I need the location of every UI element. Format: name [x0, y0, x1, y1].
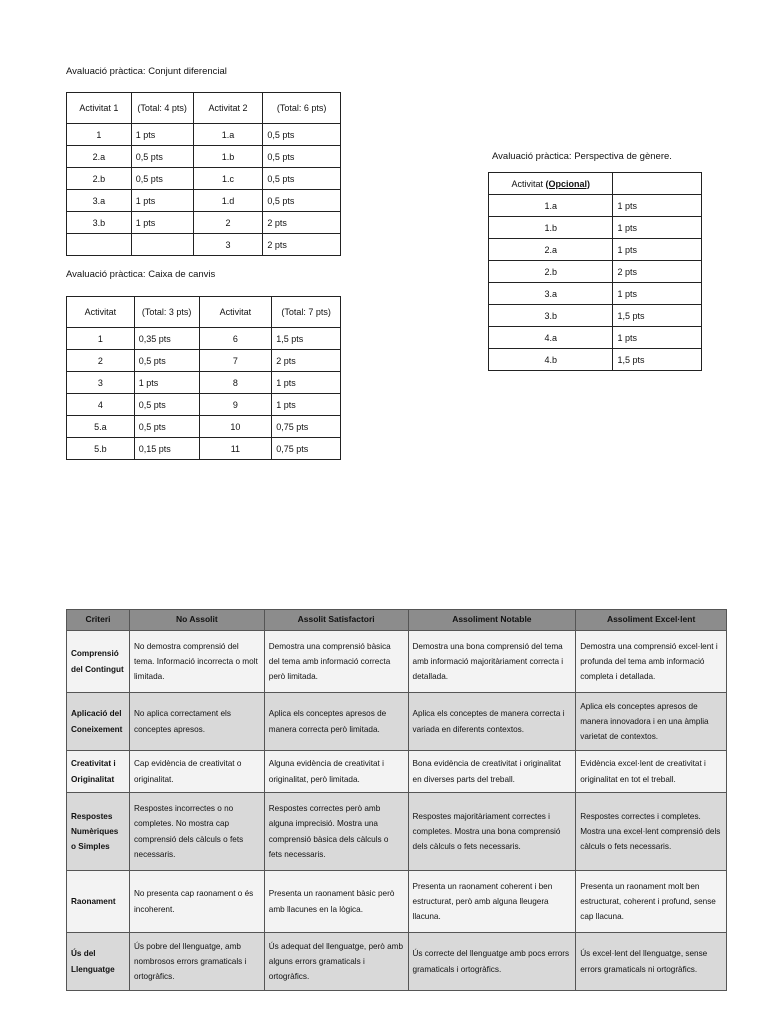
rubric-criterion: Respostes Numèriques o Simples [67, 793, 130, 871]
rubric-cell: Ús correcte del llenguatge amb pocs errors gramaticals i ortogràfics. [408, 933, 576, 991]
table-cell: 1.a [193, 124, 263, 146]
table-cell: 3 [193, 234, 263, 256]
table-cell: 1 pts [272, 372, 341, 394]
rubric-row [67, 871, 727, 933]
header-cell: (Total: 3 pts) [134, 297, 199, 328]
header-optional: (Opcional) [545, 178, 590, 189]
table-cell: 1 pts [613, 195, 702, 217]
table-cell: 4.b [489, 349, 613, 371]
table-row [67, 328, 341, 350]
table-cell: 2 pts [263, 212, 341, 234]
table-header-row [67, 297, 341, 328]
rubric-cell: Demostra una comprensió excel·lent i profunda del tema amb informació completa i detallada. [576, 631, 727, 693]
rubric-row [67, 751, 727, 793]
table-cell: 0,5 pts [263, 190, 341, 212]
table-cell: 2 [193, 212, 263, 234]
table-cell: 1 pts [272, 394, 341, 416]
table-cell: 1 pts [613, 283, 702, 305]
rubric-cell: Ús adequat del llenguatge, però amb alguns errors gramaticals i ortogràfics. [264, 933, 408, 991]
rubric-header-cell: No Assolit [129, 610, 264, 631]
table-row [67, 146, 341, 168]
rubric-cell: Presenta un raonament bàsic però amb llacunes en la lògica. [264, 871, 408, 933]
table-cell: 0,5 pts [131, 146, 193, 168]
table-cell: 7 [199, 350, 272, 372]
rubric-cell: Alguna evidència de creativitat i originalitat, però limitada. [264, 751, 408, 793]
table-cell: 2 pts [272, 350, 341, 372]
table-row [489, 305, 702, 327]
table-cell: 0,5 pts [131, 168, 193, 190]
table-cell: 0,5 pts [134, 350, 199, 372]
header-cell: Activitat 2 [193, 93, 263, 124]
header-cell [613, 173, 702, 195]
table-row [67, 124, 341, 146]
section-title-caixa: Avaluació pràctica: Caixa de canvis [66, 269, 216, 280]
table-cell: 1.a [489, 195, 613, 217]
table-cell: 2.a [67, 146, 132, 168]
rubric-row [67, 933, 727, 991]
table-cell: 3 [67, 372, 135, 394]
table-row [67, 234, 341, 256]
table-cell: 2 [67, 350, 135, 372]
rubric-cell: Presenta un raonament molt ben estructurat, coherent i profund, sense cap llacuna. [576, 871, 727, 933]
rubric-cell: Ús pobre del llenguatge, amb nombrosos errors gramaticals i ortogràfics. [129, 933, 264, 991]
table-cell: 0,5 pts [263, 146, 341, 168]
table-row [67, 190, 341, 212]
header-cell: (Total: 7 pts) [272, 297, 341, 328]
table-cell: 3.b [489, 305, 613, 327]
table-cell: 5.b [67, 438, 135, 460]
table-cell: 2.a [489, 239, 613, 261]
table-cell: 1 pts [613, 217, 702, 239]
rubric-cell: Respostes incorrectes o no completes. No mostra cap comprensió dels càlculs o fets necessaris. [129, 793, 264, 871]
table-cell: 1,5 pts [613, 305, 702, 327]
section-title-genere: Avaluació pràctica: Perspectiva de gènere. [492, 151, 672, 162]
header-cell: Activitat [67, 297, 135, 328]
table-row [67, 350, 341, 372]
rubric-cell: Bona evidència de creativitat i originalitat en diverses parts del treball. [408, 751, 576, 793]
table-cell: 0,75 pts [272, 438, 341, 460]
rubric-cell: Aplica els conceptes de manera correcta i variada en diferents contextos. [408, 693, 576, 751]
table-row [489, 283, 702, 305]
table-cell: 1 [67, 328, 135, 350]
table-cell: 1 [67, 124, 132, 146]
table-row [67, 416, 341, 438]
table-perspectiva-genere [488, 172, 702, 371]
rubric-table [66, 609, 727, 991]
header-cell: Activitat [199, 297, 272, 328]
table-cell: 1 pts [131, 212, 193, 234]
table-row [67, 372, 341, 394]
rubric-criterion: Aplicació del Coneixement [67, 693, 130, 751]
table-cell [67, 234, 132, 256]
table-row [489, 173, 702, 195]
table-row [67, 394, 341, 416]
rubric-cell: Demostra una comprensió bàsica del tema amb informació correcta però limitada. [264, 631, 408, 693]
rubric-header-cell: Criteri [67, 610, 130, 631]
rubric-cell: Cap evidència de creativitat o originalitat. [129, 751, 264, 793]
table-row [67, 438, 341, 460]
section-title-conjunt: Avaluació pràctica: Conjunt diferencial [66, 66, 227, 77]
table-cell: 1.d [193, 190, 263, 212]
rubric-cell: No demostra comprensió del tema. Informació incorrecta o molt limitada. [129, 631, 264, 693]
rubric-header-cell: Assoliment Notable [408, 610, 576, 631]
table-cell: 1 pts [131, 124, 193, 146]
rubric-row [67, 693, 727, 751]
table-cell: 0,15 pts [134, 438, 199, 460]
header-cell: Activitat 1 [67, 93, 132, 124]
rubric-cell: Respostes correctes però amb alguna imprecisió. Mostra una comprensió bàsica dels càlculs o fets necessaris. [264, 793, 408, 871]
rubric-criterion: Creativitat i Originalitat [67, 751, 130, 793]
table-cell: 10 [199, 416, 272, 438]
rubric-cell: No presenta cap raonament o és incoherent. [129, 871, 264, 933]
rubric-cell: Evidència excel·lent de creativitat i originalitat en tot el treball. [576, 751, 727, 793]
header-prefix: Activitat [511, 178, 546, 189]
table-cell: 0,35 pts [134, 328, 199, 350]
table-cell: 4 [67, 394, 135, 416]
rubric-cell: Presenta un raonament coherent i ben estructurat, però amb alguna lleugera llacuna. [408, 871, 576, 933]
rubric-cell: No aplica correctament els conceptes apresos. [129, 693, 264, 751]
table-cell: 11 [199, 438, 272, 460]
table-cell: 3.b [67, 212, 132, 234]
table-cell: 3.a [67, 190, 132, 212]
table-cell: 2 pts [263, 234, 341, 256]
header-cell: (Total: 4 pts) [131, 93, 193, 124]
rubric-criterion: Raonament [67, 871, 130, 933]
table-cell: 3.a [489, 283, 613, 305]
rubric-header-cell: Assoliment Excel·lent [576, 610, 727, 631]
rubric-row [67, 631, 727, 693]
rubric-criterion: Comprensió del Contingut [67, 631, 130, 693]
table-cell: 9 [199, 394, 272, 416]
table-cell: 0,75 pts [272, 416, 341, 438]
table-cell: 1,5 pts [272, 328, 341, 350]
table-cell: 0,5 pts [263, 168, 341, 190]
table-row [489, 349, 702, 371]
rubric-row [67, 793, 727, 871]
rubric-header-cell: Assolit Satisfactori [264, 610, 408, 631]
table-conjunt-diferencial [66, 92, 341, 256]
table-cell: 1 pts [613, 239, 702, 261]
table-cell: 0,5 pts [263, 124, 341, 146]
rubric-cell: Respostes majoritàriament correctes i completes. Mostra una bona comprensió dels càlculs o fets necessaris. [408, 793, 576, 871]
table-cell: 1 pts [613, 327, 702, 349]
table-cell: 1 pts [131, 190, 193, 212]
table-cell: 1 pts [134, 372, 199, 394]
table-cell [131, 234, 193, 256]
table-row [489, 195, 702, 217]
table-row [67, 212, 341, 234]
table-cell: 6 [199, 328, 272, 350]
table-cell: 2.b [489, 261, 613, 283]
rubric-cell: Aplica els conceptes apresos de manera innovadora i en una àmplia varietat de contextos. [576, 693, 727, 751]
table-row [489, 327, 702, 349]
rubric-cell: Ús excel·lent del llenguatge, sense errors gramaticals ni ortogràfics. [576, 933, 727, 991]
rubric-cell: Respostes correctes i completes. Mostra una excel·lent comprensió dels càlculs o fets necessaris. [576, 793, 727, 871]
table-cell: 5.a [67, 416, 135, 438]
table-cell: 4.a [489, 327, 613, 349]
table-cell: 2.b [67, 168, 132, 190]
table-cell: 1.c [193, 168, 263, 190]
table-cell: 8 [199, 372, 272, 394]
table-cell: 0,5 pts [134, 416, 199, 438]
rubric-header-row [67, 610, 727, 631]
table-cell: 2 pts [613, 261, 702, 283]
table-row [489, 261, 702, 283]
rubric-cell: Aplica els conceptes apresos de manera correcta però limitada. [264, 693, 408, 751]
rubric-cell: Demostra una bona comprensió del tema amb informació majoritàriament correcta i detallada. [408, 631, 576, 693]
table-row [489, 239, 702, 261]
table-cell: 1,5 pts [613, 349, 702, 371]
table-cell: 1.b [193, 146, 263, 168]
table-row [67, 168, 341, 190]
header-cell [489, 173, 613, 195]
table-header-row [67, 93, 341, 124]
rubric-criterion: Ús del Llenguatge [67, 933, 130, 991]
table-caixa-de-canvis [66, 296, 341, 460]
header-cell: (Total: 6 pts) [263, 93, 341, 124]
table-cell: 1.b [489, 217, 613, 239]
table-row [489, 217, 702, 239]
table-cell: 0,5 pts [134, 394, 199, 416]
